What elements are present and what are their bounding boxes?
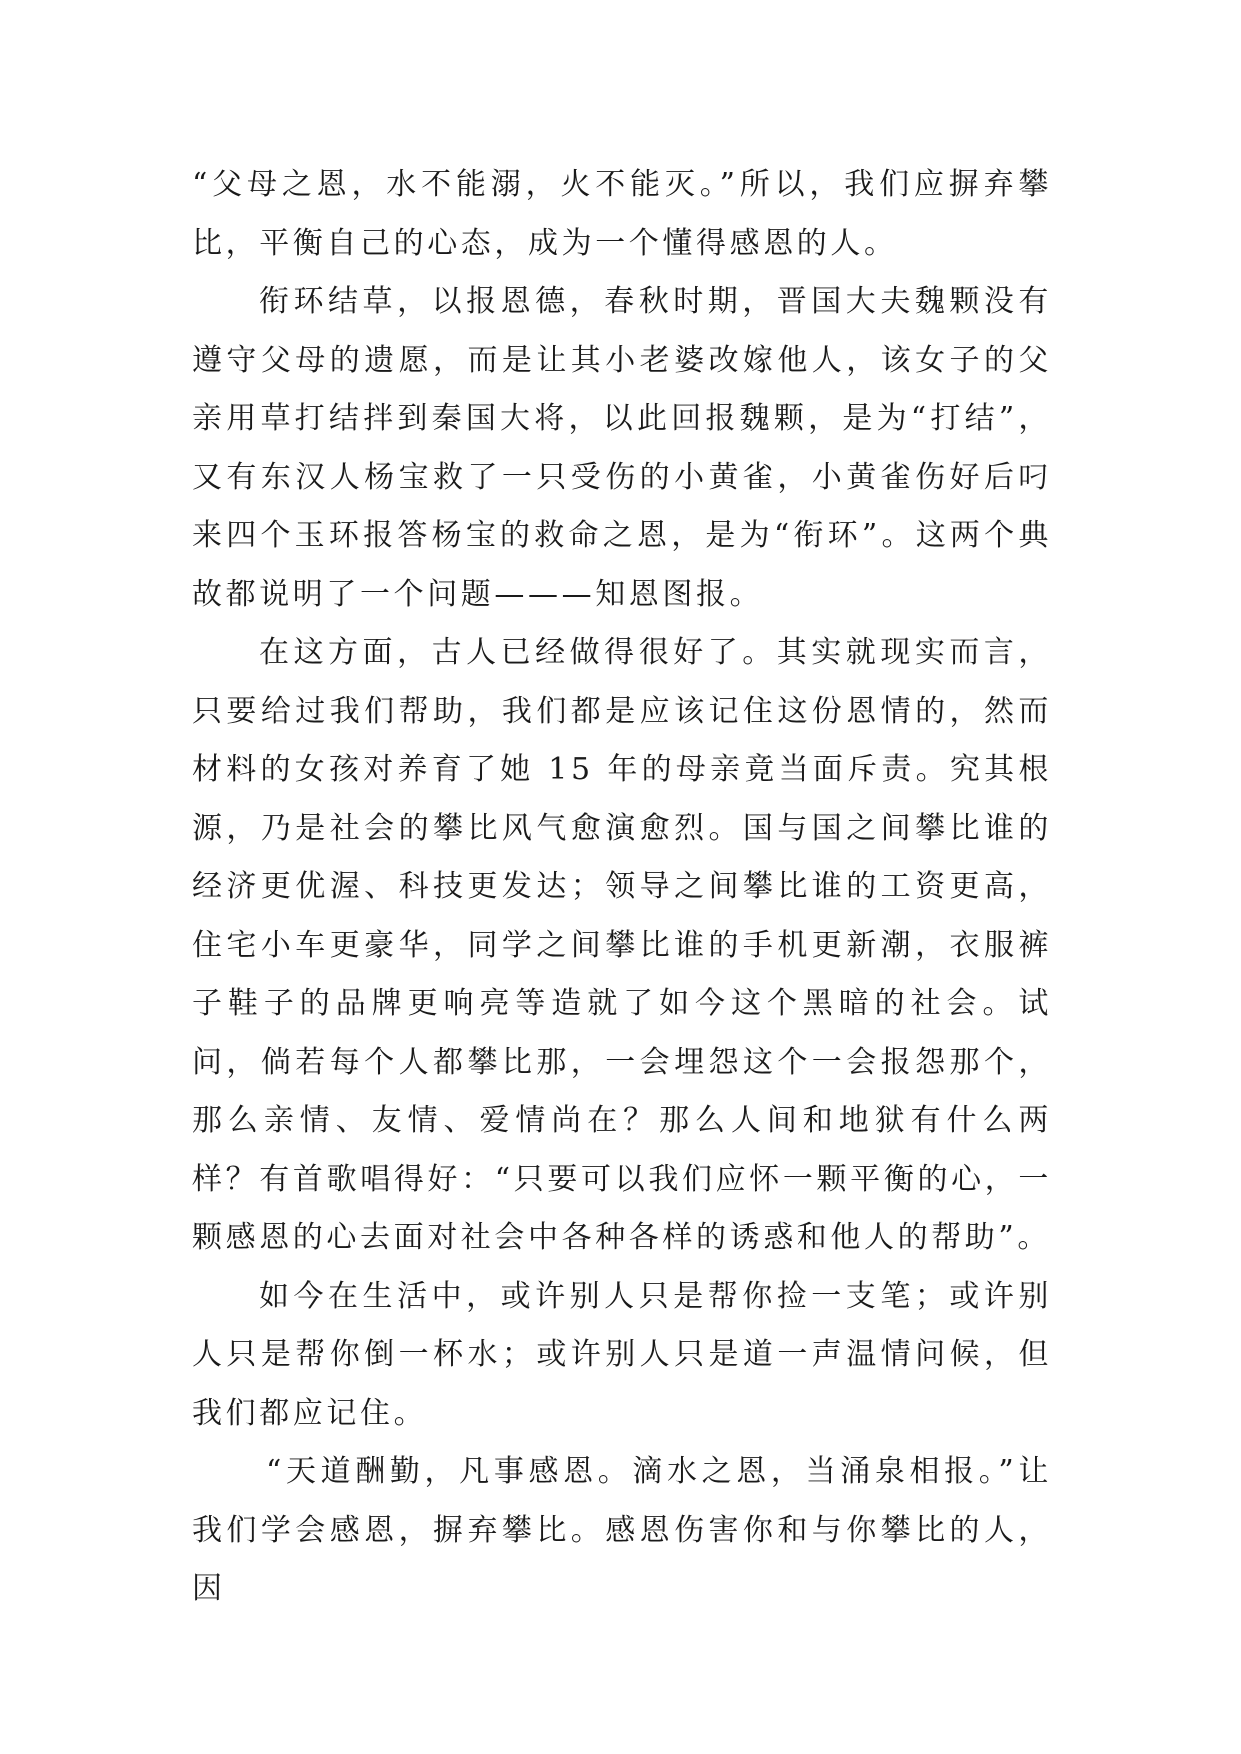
essay-body [192,156,1052,1619]
paragraph-4: 如今在生活中，或许别人只是帮你捡一支笔；或许别人只是帮你倒一杯水；或许别人只是道一声温情问候，但我们都应记住。 [192,1278,1052,1431]
paragraph-2: 衔环结草，以报恩德，春秋时期，晋国大夫魏颗没有遵守父母的遗愿，而是让其小老婆改嫁他人，该女子的父亲用草打结拌到秦国大将，以此回报魏颗，是为“打结”，又有东汉人杨宝救了一只受伤的小黄雀，小黄雀伤好后叼来四个玉环报答杨宝的救命之恩，是为“衔环”。这两个典故都说明了一个问题———知恩图报。 [192,284,1052,612]
paragraph-5: “天道酬勤，凡事感恩。滴水之恩，当涌泉相报。”让我们学会感恩，摒弃攀比。感恩伤害你和与你攀比的人，因 [192,1454,1052,1606]
paragraph-3: 在这方面，古人已经做得很好了。其实就现实而言，只要给过我们帮助，我们都是应该记住这份恩情的，然而材料的女孩对养育了她 15 年的母亲竟当面斥责。究其根源，乃是社会的攀比风气愈演愈烈。国与国之间攀比谁的经济更优渥、科技更发达；领导之间攀比谁的工资更高，住宅小车更豪华，同学之间攀比谁的手机更新潮，衣服裤子鞋子的品牌更响亮等造就了如今这个黑暗的社会。试问，倘若每个人都攀比那，一会埋怨这个一会报怨那个，那么亲情、友情、爱情尚在？那么人间和地狱有什么两样？有首歌唱得好：“只要可以我们应怀一颗平衡的心，一颗感恩的心去面对社会中各种各样的诱惑和他人的帮助”。 [192,635,1052,1255]
paragraph-1: “父母之恩，水不能溺，火不能灭。”所以，我们应摒弃攀比，平衡自己的心态，成为一个懂得感恩的人。 [192,167,1052,261]
